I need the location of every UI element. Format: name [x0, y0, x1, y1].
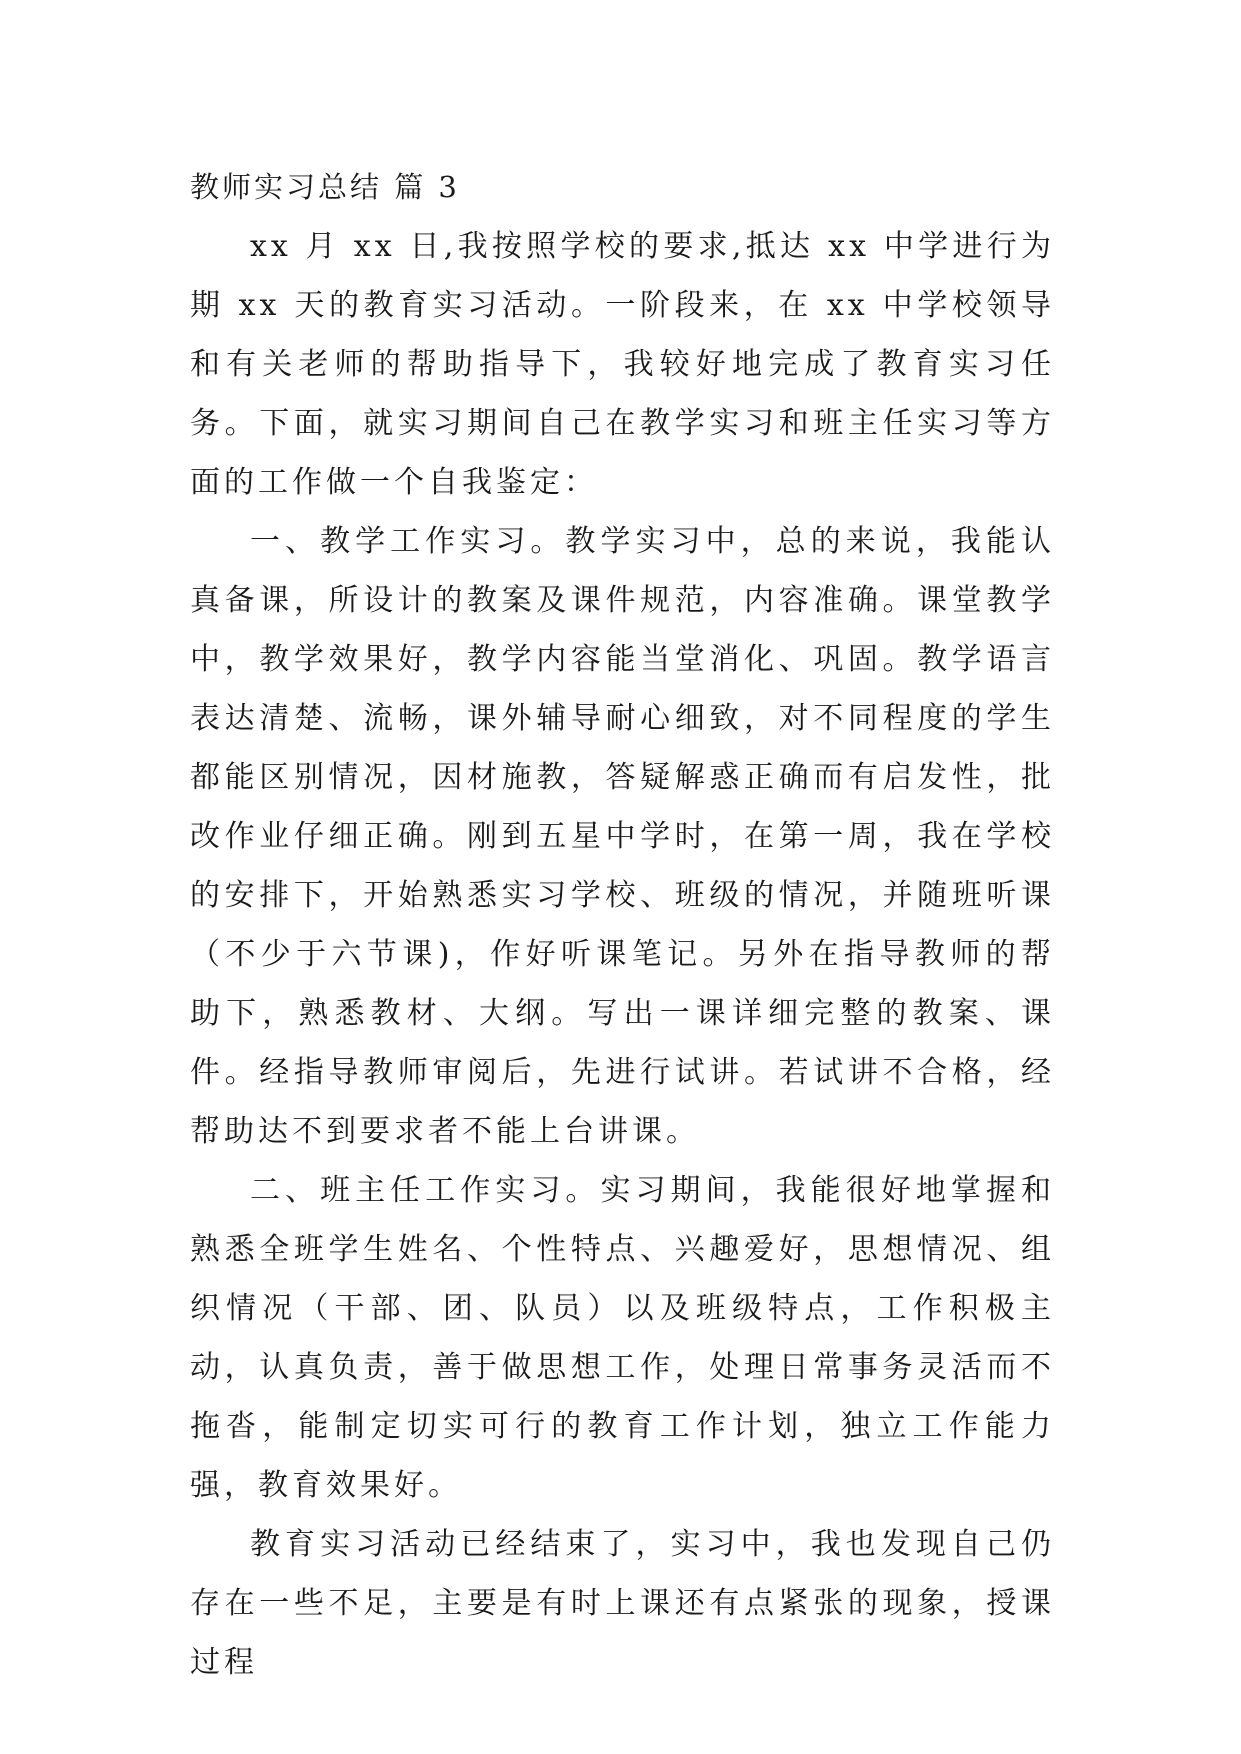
document-body: [190, 158, 1055, 1692]
paragraph-intro: xx 月 xx 日,我按照学校的要求,抵达 xx 中学进行为期 xx 天的教育实习活动。一阶段来，在 xx 中学校领导和有关老师的帮助指导下，我较好地完成了教育实习任务。下面，就实习期间自己在教学实习和班主任实习等方面的工作做一个自我鉴定：: [190, 229, 1055, 500]
paragraph-conclusion: 教育实习活动已经结束了，实习中，我也发现自己仍存在一些不足，主要是有时上课还有点紧张的现象，授课过程: [190, 1527, 1055, 1680]
paragraph-class-teacher-practice: 二、班主任工作实习。实习期间，我能很好地掌握和熟悉全班学生姓名、个性特点、兴趣爱好，思想情况、组织情况（干部、团、队员）以及班级特点，工作积极主动，认真负责，善于做思想工作，处理日常事务灵活而不拖沓，能制定切实可行的教育工作计划，独立工作能力强，教育效果好。: [190, 1173, 1055, 1503]
document-title: 教师实习总结 篇 3: [190, 170, 460, 204]
paragraph-teaching-practice: 一、教学工作实习。教学实习中，总的来说，我能认真备课，所设计的教案及课件规范，内容准确。课堂教学中，教学效果好，教学内容能当堂消化、巩固。教学语言表达清楚、流畅，课外辅导耐心细致，对不同程度的学生都能区别情况，因材施教，答疑解惑正确而有启发性，批改作业仔细正确。刚到五星中学时，在第一周，我在学校的安排下，开始熟悉实习学校、班级的情况，并随班听课（不少于六节课)，作好听课笔记。另外在指导教师的帮助下，熟悉教材、大纲。写出一课详细完整的教案、课件。经指导教师审阅后，先进行试讲。若试讲不合格，经帮助达不到要求者不能上台讲课。: [190, 524, 1055, 1149]
